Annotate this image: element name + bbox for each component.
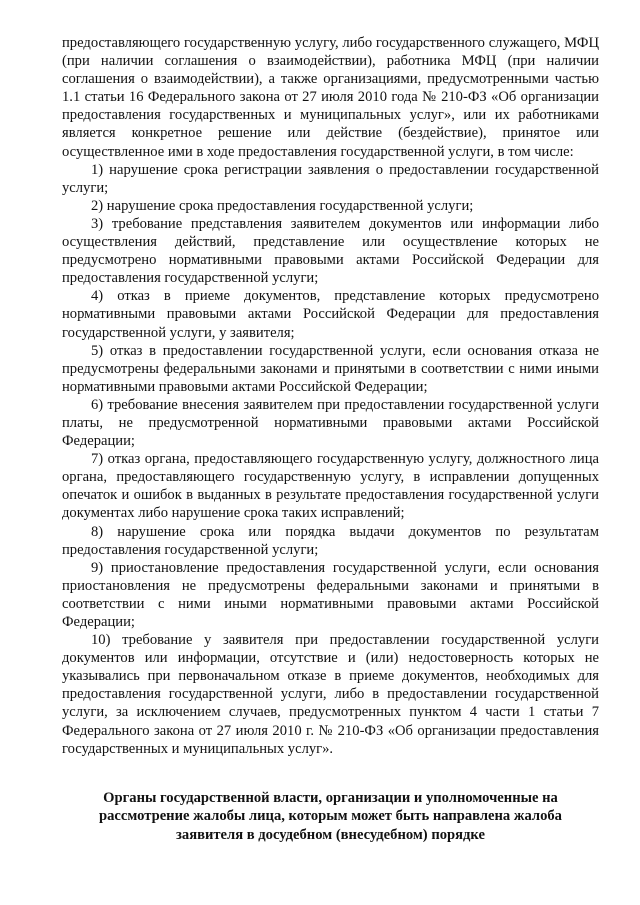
list-item-9: 9) приостановление предоставления государственной услуги, если основания приостановления не предусмотрены федеральными законами и принятыми в соответствии с ними иными нормативными правовыми актами Российской Федерации; <box>62 559 599 630</box>
list-item-3: 3) требование представления заявителем документов или информации либо осуществления действий, представление или осуществление которых не предусмотрено нормативными правовыми актами Российской Федерации для предоставления государственной услуги; <box>62 215 599 287</box>
list-item-8: 8) нарушение срока или порядка выдачи документов по результатам предоставления государственной услуги; <box>62 523 599 558</box>
list-item-7: 7) отказ органа, предоставляющего государственную услугу, должностного лица органа, предоставляющего государственную услугу, в исправлении допущенных опечаток и ошибок в выданных в результате предоставления государственной услуги документах либо нарушение срока таких исправлений; <box>62 451 599 522</box>
section-heading: Органы государственной власти, организации и уполномоченные на рассмотрение жалобы лица, которым может быть направлена жалоба заявителя в досудебном (внесудебном) порядке <box>99 789 562 843</box>
list-item-5: 5) отказ в предоставлении государственной услуги, если основания отказа не предусмотрены федеральными законами и принятыми в соответствии с ними иными нормативными правовыми актами Российской Федерации; <box>62 342 599 395</box>
list-item-4: 4) отказ в приеме документов, представление которых предусмотрено нормативными правовыми актами Российской Федерации для предоставления государственной услуги, у заявителя; <box>62 288 599 341</box>
list-item-10: 10) требование у заявителя при предоставлении государственной услуги документов или информации, отсутствие и (или) недостоверность которых не указывались при первоначальном отказе в приеме документов, необходимых для предоставления государственной услуги, либо в предоставлении государственной услуги, за исключением случаев, предусмотренных пунктом 4 части 1 статьи 7 Федерального закона от 27 июля 2010 г. № 210-ФЗ «Об организации предоставления государственных и муниципальных услуг». <box>62 632 599 757</box>
list-item-1: 1) нарушение срока регистрации заявления о предоставлении государственной услуги; <box>62 161 599 196</box>
list-item-2: 2) нарушение срока предоставления государственной услуги; <box>91 197 474 214</box>
intro-paragraph: предоставляющего государственную услугу, либо государственного служащего, МФЦ (при наличии соглашения о взаимодействии), работника МФЦ (при наличии соглашения о взаимодействии), а также организациями, предусмотренными частью 1.1 статьи 16 Федерального закона от 27 июля 2010 года № 210-ФЗ «Об организации предоставления государственных и муниципальных услуг», или их работниками является конкретное решение или действие (бездействие), принятое или осуществленное ими в ходе предоставления государственной услуги, в том числе: <box>62 35 599 160</box>
list-item-6: 6) требование внесения заявителем при предоставлении государственной услуги платы, не предусмотренной нормативными правовыми актами Российской Федерации; <box>62 396 599 450</box>
document-page <box>62 34 599 844</box>
